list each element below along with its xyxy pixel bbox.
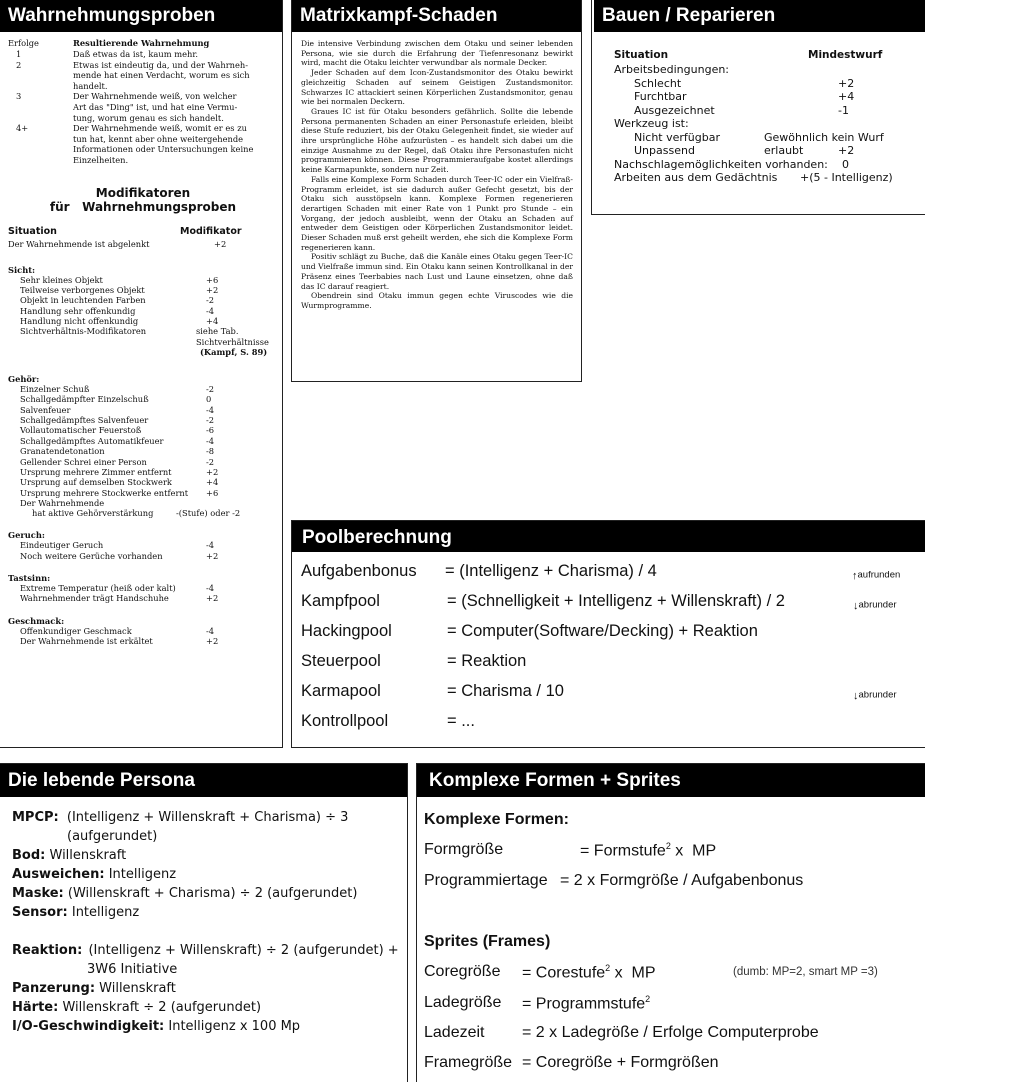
- coregroesse-note: (dumb: MP=2, smart MP =3): [733, 966, 878, 978]
- gehoer-row: [8, 415, 278, 425]
- geschmack-title: Geschmack:: [8, 615, 65, 626]
- tastsinn-row: [8, 583, 278, 593]
- tastsinn-value: -4: [206, 582, 215, 593]
- geruch-list: [8, 540, 278, 561]
- geruch-label: Noch weitere Gerüche vorhanden: [20, 550, 163, 561]
- programmiertage-eq: = 2 x Formgröße / Aufgabenbonus: [560, 872, 804, 889]
- ausweichen-value: Intelligenz: [108, 867, 177, 882]
- sicht-label: Sehr kleines Objekt: [20, 274, 103, 285]
- gehoer-label: Salvenfeuer: [20, 404, 71, 415]
- werkzeug-list: [614, 131, 925, 158]
- result-row: [8, 155, 278, 166]
- matrix-title: Matrixkampf-Schaden: [292, 0, 581, 32]
- result-row: [8, 81, 278, 92]
- result-erfolge: 4+: [16, 123, 29, 134]
- tastsinn-label: Extreme Temperatur (heiß oder kalt): [20, 582, 176, 593]
- geschmack-value: -4: [206, 625, 215, 636]
- pool-row: [292, 652, 925, 676]
- gehoer-label: Einzelner Schuß: [20, 383, 90, 394]
- matrix-text: [301, 39, 573, 311]
- sicht-value: siehe Tab.: [196, 326, 239, 337]
- formgroesse-label: Formgröße: [424, 841, 504, 858]
- pool-note-text: aufrunden: [857, 569, 901, 581]
- persona-panel: [0, 763, 408, 1082]
- arbeit-list: [614, 77, 925, 118]
- abgelenkt-label: Der Wahrnehmende ist abgelenkt: [8, 238, 150, 249]
- arbeit-label: Furchtbar: [634, 90, 687, 103]
- tastsinn-label: Wahrnehmender trägt Handschuhe: [20, 593, 169, 604]
- sicht-value: +4: [206, 316, 219, 327]
- result-text: Etwas ist eindeutig da, und der Wahrneh-: [73, 59, 249, 70]
- gehoer-label: Granatendetonation: [20, 446, 105, 457]
- gehoer-row: [8, 446, 278, 456]
- sicht-row: [8, 275, 278, 285]
- sicht-value: +2: [206, 284, 219, 295]
- result-text: Der Wahrnehmende weiß, womit er es zu: [73, 123, 247, 134]
- pool-formula: = (Schnelligkeit + Intelligenz + Willenskraft) / 2: [447, 592, 785, 610]
- arrow-up-icon: ↑: [852, 570, 858, 582]
- result-text: Informationen oder Untersuchungen keine: [73, 144, 254, 155]
- gehoer-value: -8: [206, 446, 215, 457]
- gehoer-row: [8, 477, 278, 487]
- framegroesse-label: Framegröße: [424, 1054, 513, 1071]
- gehoer-label: Ursprung auf demselben Stockwerk: [20, 477, 172, 488]
- result-row: [8, 60, 278, 71]
- komplex-title: Komplexe Formen + Sprites: [417, 764, 925, 797]
- sicht-value: -2: [206, 295, 215, 306]
- sicht-row: [8, 326, 278, 336]
- gehoer-row: [8, 467, 278, 477]
- results-list: [8, 49, 278, 166]
- werkzeug-value: +2: [838, 144, 855, 157]
- matrix-panel: [291, 0, 582, 382]
- result-row: [8, 91, 278, 102]
- ausweichen-label: Ausweichen:: [12, 867, 105, 882]
- geruch-row: [8, 540, 278, 550]
- pool-name: Karmapool: [301, 682, 381, 700]
- pool-formula: = Computer(Software/Decking) + Reaktion: [447, 622, 758, 640]
- gehoer-label: Gellender Schrei einer Person: [20, 456, 147, 467]
- pool-note-text: abrunder: [858, 689, 897, 701]
- sicht-row: [8, 285, 278, 295]
- tastsinn-title: Tastsinn:: [8, 572, 51, 583]
- gehoer-value: -2: [206, 456, 215, 467]
- sicht-row: [8, 316, 278, 326]
- result-text: Der Wahrnehmende weiß, von welcher: [73, 91, 237, 102]
- col-erfolge: Erfolge: [8, 38, 39, 48]
- result-row: [8, 102, 278, 113]
- pool-note: [852, 566, 900, 584]
- gehoer-row: [8, 436, 278, 446]
- formgroesse-eq: = Formstufe: [580, 842, 666, 860]
- sicht-label: Objekt in leuchtenden Farben: [20, 295, 146, 306]
- ladezeit-label: Ladezeit: [424, 1024, 485, 1041]
- gehoer-value: +4: [206, 477, 219, 488]
- result-erfolge: 3: [16, 91, 22, 102]
- gehoer-row: [8, 405, 278, 415]
- werkzeug-title: Werkzeug ist:: [614, 117, 689, 130]
- matrix-paragraph: Jeder Schaden auf dem Icon-Zustandsmonitor des Otaku bewirkt gleichzeitig Schaden auf seinem Geistigen Zustandsmonitor. Schwarzes IC attackiert seinen Körperlichen Zustandsmonitor, genau wie bei normalen Deckern.: [301, 68, 573, 107]
- formgroesse-formula: [580, 841, 716, 860]
- mod-title-2: für Wahrnehmungsproben: [49, 199, 237, 214]
- coregroesse-rest: x MP: [610, 964, 656, 982]
- mpcp-label: MPCP:: [12, 810, 59, 825]
- gehoer-row: [8, 394, 278, 404]
- reaktion-value-2: 3W6 Initiative: [87, 962, 178, 977]
- result-erfolge: [8, 155, 73, 166]
- arbeit-label: Schlecht: [634, 76, 682, 90]
- maske-value: (Willenskraft + Charisma) ÷ 2 (aufgerundet): [67, 886, 358, 901]
- gehoer-label: Schallgedämpfter Einzelschuß: [20, 394, 149, 405]
- sicht-value: -4: [206, 305, 215, 316]
- gehoer-value: -2: [206, 415, 215, 426]
- pool-row: [292, 562, 925, 586]
- sicht-label: Sichtverhältnis-Modifikatoren: [20, 326, 147, 337]
- mpcp-value: (Intelligenz + Willenskraft + Charisma) ÷ 3: [66, 810, 349, 825]
- pool-note: [853, 686, 897, 704]
- geschmack-value: +2: [206, 636, 219, 647]
- gehoer-value: -4: [206, 404, 215, 415]
- ladegroesse-eq: = Programmstufe: [522, 995, 646, 1013]
- pool-row: [292, 592, 925, 616]
- sensor-label: Sensor:: [12, 905, 68, 920]
- maske-label: Maske:: [12, 886, 64, 901]
- sicht-label: Handlung sehr offenkundig: [20, 305, 136, 316]
- ladegroesse-label: Ladegröße: [424, 994, 502, 1011]
- pool-note-text: abrunder: [858, 599, 897, 611]
- result-text: Art das "Ding" ist, und hat eine Vermu-: [73, 101, 238, 112]
- wahrnehmung-panel: [0, 0, 283, 748]
- mpcp-value-2: (aufgerundet): [67, 829, 158, 844]
- pool-rows: [292, 552, 925, 748]
- gehoer-value: -4: [206, 435, 215, 446]
- sicht-row: [8, 306, 278, 316]
- mod-title: [8, 186, 278, 214]
- sicht-row: [8, 295, 278, 305]
- result-erfolge: [8, 144, 73, 155]
- result-text: tung, worum genau es sich handelt.: [73, 112, 224, 123]
- wahrnehmung-title: Wahrnehmungsproben: [0, 0, 282, 32]
- gehoer-row: [8, 488, 278, 498]
- result-row: [8, 113, 278, 124]
- col-modifikator: Modifikator: [180, 225, 242, 237]
- pool-formula: = Reaktion: [447, 652, 527, 670]
- pool-formula: = (Intelligenz + Charisma) / 4: [445, 562, 657, 580]
- werkzeug-row: [614, 144, 925, 158]
- framegroesse-eq: = Coregröße + Formgrößen: [522, 1054, 719, 1071]
- pool-name: Kontrollpool: [301, 712, 389, 730]
- gehoer-last-value: -(Stufe) oder -2: [176, 508, 241, 519]
- arbeit-row: [614, 77, 925, 91]
- sicht-list: [8, 275, 278, 337]
- bauen-col-mindestwurf: Mindestwurf: [808, 49, 883, 61]
- bauen-title: Bauen / Reparieren: [594, 0, 925, 32]
- coregroesse-formula: [522, 963, 656, 982]
- gehoer-label: Vollautomatischer Feuerstoß: [20, 425, 142, 436]
- programmiertage-label: Programmiertage: [424, 872, 548, 889]
- arbeit-value: +4: [838, 90, 855, 103]
- result-erfolge: 1: [16, 49, 22, 59]
- result-erfolge: [8, 102, 73, 113]
- gedaechtnis-label: Arbeiten aus dem Gedächtnis: [614, 171, 778, 184]
- gehoer-value: 0: [206, 394, 212, 405]
- matrix-paragraph: Falls eine Komplexe Form Schaden durch Teer-IC oder ein Vielfraß-Programm erleidet, ist sie dadurch außer Gefecht gesetzt, bis der Otaku sich ausstöpseln kann. Komplexe Formen regenerieren derartigen Schaden mit einer Rate von 1 Punkt pro Stunde – ein Vorgang, der jedoch ausbleibt, wenn der Otaku an Schaden auf entweder dem Geistigen oder Körperlichen Zustandsmonitor leidet. Dieser Schaden muß erst geheilt werden, ehe sich die Komplexe Form regenerieren kann.: [301, 174, 573, 252]
- persona-content: [12, 808, 404, 1036]
- arrow-down-icon: ↓: [853, 690, 859, 702]
- geschmack-label: Offenkundiger Geschmack: [20, 625, 132, 636]
- arbeit-value: +2: [838, 76, 855, 90]
- sicht-ref: [8, 337, 278, 357]
- col-result: Resultierende Wahrnehmung: [73, 38, 210, 48]
- nachschlag-label: Nachschlagemöglichkeiten vorhanden:: [614, 157, 828, 171]
- arrow-down-icon: ↓: [853, 600, 859, 612]
- pool-note: [853, 596, 897, 614]
- pool-row: [292, 682, 925, 706]
- arbeit-row: [614, 104, 925, 118]
- ladegroesse-formula: [522, 994, 650, 1013]
- geschmack-label: Der Wahrnehmende ist erkältet: [20, 636, 153, 647]
- sprites-title: Sprites (Frames): [424, 933, 551, 950]
- gehoer-value: +2: [206, 467, 219, 477]
- gehoer-row: [8, 457, 278, 467]
- matrix-paragraph: Positiv schlägt zu Buche, daß die Kanäle eines Otaku gegen Teer-IC und Vielfraße immun sind. Ein Otaku kann seinen Kontrollkanal in der Präsenz eines Teerbabies nach Lust und Laune einsetzen, ohne daß das IC darauf reagiert.: [301, 252, 573, 291]
- werkzeug-value: Gewöhnlich kein Wurf erlaubt: [764, 130, 884, 157]
- arbeit-title: Arbeitsbedingungen:: [614, 63, 730, 76]
- tastsinn-row: [8, 593, 278, 603]
- bod-value: Willenskraft: [49, 848, 127, 863]
- pool-formula: = ...: [447, 712, 475, 730]
- result-text: mende hat einen Verdacht, worum es sich: [73, 70, 250, 81]
- tastsinn-list: [8, 583, 278, 604]
- pool-name: Aufgabenbonus: [301, 562, 417, 580]
- coregroesse-eq: = Corestufe: [522, 964, 606, 982]
- bauen-panel: [591, 0, 925, 215]
- pool-row: [292, 712, 925, 736]
- ladezeit-eq: = 2 x Ladegröße / Erfolge Computerprobe: [522, 1024, 819, 1041]
- gehoer-label: Ursprung mehrere Zimmer entfernt: [20, 467, 172, 477]
- geschmack-row: [8, 636, 278, 646]
- arbeit-row: [614, 90, 925, 104]
- sensor-value: Intelligenz: [71, 905, 140, 920]
- mod-title-1: Modifikatoren: [95, 185, 191, 200]
- formen-title: Komplexe Formen:: [424, 811, 569, 828]
- formgroesse-rest: x MP: [670, 842, 717, 860]
- tastsinn-value: +2: [206, 593, 219, 604]
- reaktion-value: (Intelligenz + Willenskraft) ÷ 2 (aufgerundet) +: [88, 943, 399, 958]
- pool-title: Poolberechnung: [292, 521, 925, 552]
- matrix-paragraph: Graues IC ist für Otaku besonders gefährlich. Sollte die lebende Persona permanenten Schaden an einer Personastufe erleiden, bleibt diese Stufe reduziert, bis der Otaku Gelegenheit findet, sie wieder auf ihre ursprüngliche Höhe aufzurüsten – es handelt sich dabei um die einzige Ausnahme zu der Regel, daß Otaku ihre Personastufen nicht programmieren können. Diese Programmieraufgabe kostet allerdings keine Karmapunkte, sondern nur Zeit.: [301, 106, 573, 175]
- result-text: handelt.: [73, 80, 108, 91]
- pool-row: [292, 622, 925, 646]
- gehoer-label: Schallgedämpftes Salvenfeuer: [20, 415, 149, 426]
- persona-title: Die lebende Persona: [0, 764, 407, 797]
- gehoer-row: [8, 425, 278, 435]
- result-row: [8, 123, 278, 134]
- gehoer-value: +6: [206, 487, 219, 498]
- nachschlag-value: 0: [842, 157, 849, 171]
- haerte-label: Härte:: [12, 1000, 59, 1015]
- result-row: [8, 70, 278, 81]
- result-text: Einzelheiten.: [73, 154, 129, 165]
- io-value: Intelligenz x 100 Mp: [168, 1019, 301, 1034]
- gedaechtnis-value: +(5 - Intelligenz): [800, 171, 893, 184]
- gehoer-list: [8, 384, 278, 498]
- nachschlag-row: [614, 158, 925, 172]
- panzerung-value: Willenskraft: [99, 981, 176, 996]
- result-erfolge: [8, 134, 73, 145]
- result-row: [8, 144, 278, 155]
- formgroesse-sup: 2: [665, 841, 671, 851]
- pool-panel: [291, 520, 925, 748]
- result-erfolge: [8, 70, 73, 81]
- gedaechtnis-row: [614, 171, 925, 185]
- result-erfolge: [8, 113, 73, 124]
- panzerung-label: Panzerung:: [12, 981, 96, 996]
- matrix-paragraph: Die intensive Verbindung zwischen dem Otaku und seiner lebenden Persona, wie sie durch die Erfahrung der Tiefenresonanz bewirkt wird, macht die Otaku leichter verwundbar als normale Decker.: [301, 39, 573, 68]
- wahrnehmung-content: [8, 38, 278, 647]
- haerte-value: Willenskraft ÷ 2 (aufgerundet): [62, 1000, 262, 1015]
- result-row: [8, 134, 278, 145]
- reaktion-label: Reaktion:: [12, 943, 83, 958]
- pool-name: Kampfpool: [301, 592, 380, 610]
- geruch-title: Geruch:: [8, 530, 45, 541]
- gehoer-label: Schallgedämpftes Automatikfeuer: [20, 435, 164, 446]
- coregroesse-sup: 2: [605, 963, 611, 973]
- geruch-label: Eindeutiger Geruch: [20, 540, 104, 551]
- bauen-col-situation: Situation: [614, 49, 669, 61]
- ladegroesse-sup: 2: [645, 994, 651, 1004]
- sicht-ref-2: (Kampf, S. 89): [200, 346, 268, 357]
- gehoer-last-1: Der Wahrnehmende: [20, 498, 105, 509]
- result-erfolge: 2: [16, 59, 22, 70]
- werkzeug-label: Nicht verfügbar: [634, 130, 720, 144]
- io-label: I/O-Geschwindigkeit:: [12, 1019, 165, 1034]
- result-text: Daß etwas da ist, kaum mehr.: [73, 49, 199, 59]
- abgelenkt-value: +2: [214, 238, 227, 249]
- pool-formula: = Charisma / 10: [447, 682, 564, 700]
- arbeit-value: -1: [838, 103, 849, 117]
- geruch-value: -4: [206, 540, 215, 551]
- sicht-label: Handlung nicht offenkundig: [20, 316, 139, 327]
- geruch-row: [8, 551, 278, 561]
- werkzeug-label: Unpassend: [634, 144, 695, 157]
- coregroesse-label: Coregröße: [424, 963, 501, 980]
- pool-name: Steuerpool: [301, 652, 381, 670]
- gehoer-last-2: hat aktive Gehörverstärkung: [32, 508, 154, 519]
- abgelenkt-row: [8, 239, 278, 249]
- arbeit-label: Ausgezeichnet: [634, 103, 715, 117]
- gehoer-value: -6: [206, 425, 215, 436]
- matrix-paragraph: Obendrein sind Otaku immun gegen echte Viruscodes wie die Wurmprogramme.: [301, 291, 573, 310]
- gehoer-last-row: [8, 508, 278, 518]
- col-situation: Situation: [8, 225, 57, 237]
- gehoer-label: Ursprung mehrere Stockwerke entfernt: [20, 487, 189, 498]
- result-text: tun hat, kennt aber ohne weitergehende: [73, 133, 244, 144]
- sicht-label: Teilweise verborgenes Objekt: [20, 284, 145, 295]
- geschmack-row: [8, 626, 278, 636]
- sicht-title: Sicht:: [8, 264, 36, 275]
- gehoer-title: Gehör:: [8, 373, 40, 384]
- bauen-content: [614, 49, 925, 185]
- bod-label: Bod:: [12, 848, 46, 863]
- pool-name: Hackingpool: [301, 622, 392, 640]
- result-erfolge: [8, 81, 73, 92]
- sicht-ref-1: Sichtverhältnisse: [196, 336, 269, 347]
- geruch-value: +2: [206, 550, 219, 561]
- komplex-panel: [416, 763, 925, 1082]
- result-row: [8, 49, 278, 60]
- sicht-value: +6: [206, 274, 219, 285]
- gehoer-value: -2: [206, 383, 215, 394]
- geschmack-list: [8, 626, 278, 647]
- gehoer-row: [8, 384, 278, 394]
